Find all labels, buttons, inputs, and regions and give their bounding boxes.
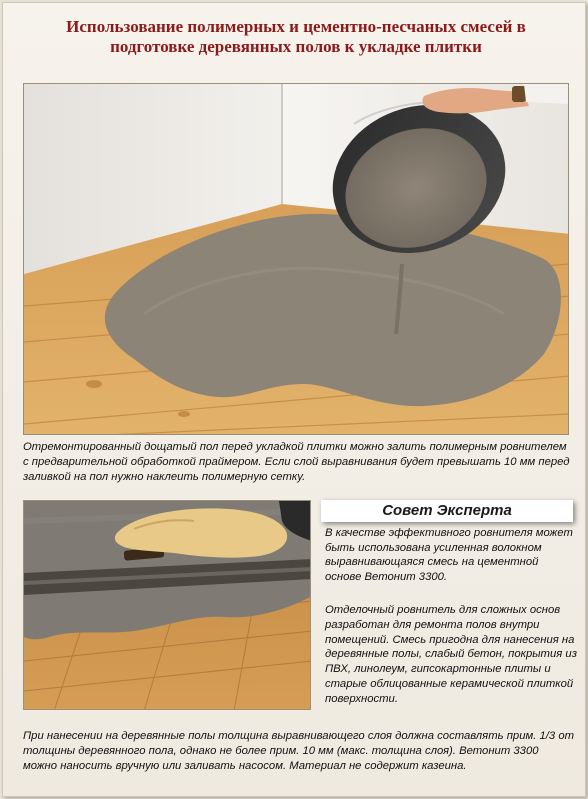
photo-caption-top: Отремонтированный дощатый пол перед укладкой плитки можно залить полимерным ровнителем с предварительной обработкой праймером. Если слой выравнивания будет превышать 10 мм перед заливкой на пол нужно наклеить полимерную сетку.: [23, 441, 570, 483]
photo-spreading-trowel: [23, 500, 311, 710]
photo-pouring-leveler: [23, 83, 569, 435]
expert-heading: Совет Эксперта: [382, 502, 512, 519]
article-title: Использование полимерных и цементно-песчаных смесей в подготовке деревянных полов к укладке плитки: [66, 17, 526, 56]
expert-tip-2: Отделочный ровнитель для сложных основ разработан для ремонта полов внутри помещений. Смесь пригодна для нанесения на деревянные полы, слабый бетон, покрытия из ПВХ, линолеум, гипсокартонные плиты и старые облицованные керамической плиткой поверхности.: [325, 604, 577, 705]
expert-heading-box: [321, 500, 573, 522]
expert-tip-1: В качестве эффективного ровнителя может быть использована усиленная волокном выравнивающаяся смесь на цементной основе Ветонит 3300.: [325, 527, 573, 583]
article-sheet: [2, 2, 586, 797]
photo-caption-bottom: При нанесении на деревянные полы толщина выравнивающего слоя должна составлять прим. 1/3 от толщины деревянного пола, однако не более прим. 10 мм (макс. толщина слоя). Ветонит 3300 можно наносить вручную или заливать насосом. Материал не содержит казеина.: [23, 730, 575, 772]
